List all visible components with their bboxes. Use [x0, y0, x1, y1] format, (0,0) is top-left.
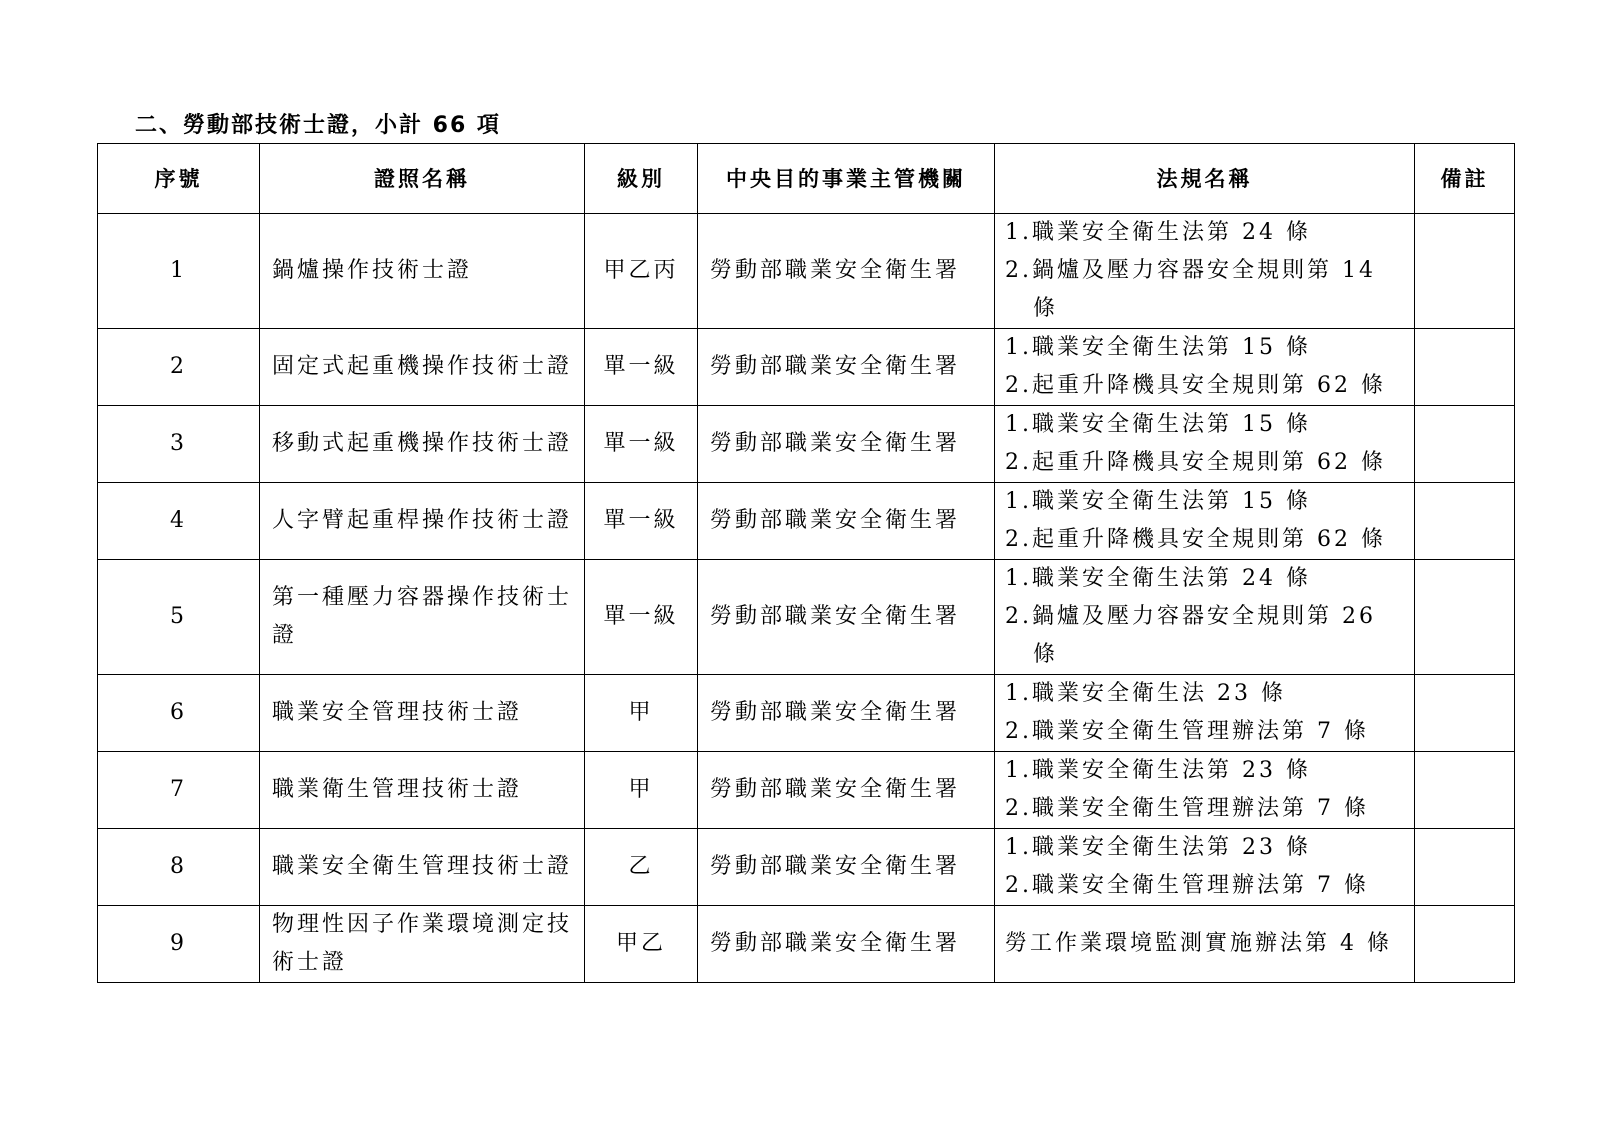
- cell-note: [1415, 906, 1515, 983]
- header-cert-name: 證照名稱: [260, 144, 585, 214]
- cell-level: 甲乙丙: [585, 214, 698, 329]
- cell-level: 乙: [585, 829, 698, 906]
- table-row: [98, 329, 1515, 406]
- cell-cert-name: 固定式起重機操作技術士證: [260, 329, 585, 406]
- cell-law: 1.職業安全衛生法第 24 條 2.鍋爐及壓力容器安全規則第 14 條: [995, 214, 1415, 329]
- cell-level: 單一級: [585, 560, 698, 675]
- cell-level: 單一級: [585, 483, 698, 560]
- cell-law: 1.職業安全衛生法第 15 條 2.起重升降機具安全規則第 62 條: [995, 483, 1415, 560]
- table-row: [98, 483, 1515, 560]
- cell-serial: 1: [98, 214, 260, 329]
- cell-note: [1415, 214, 1515, 329]
- cell-note: [1415, 406, 1515, 483]
- table-row: [98, 829, 1515, 906]
- cell-cert-name: 移動式起重機操作技術士證: [260, 406, 585, 483]
- cell-cert-name: 第一種壓力容器操作技術士證: [260, 560, 585, 675]
- cell-serial: 6: [98, 675, 260, 752]
- cell-agency: 勞動部職業安全衛生署: [698, 829, 995, 906]
- table-row: [98, 752, 1515, 829]
- cell-cert-name: 職業安全管理技術士證: [260, 675, 585, 752]
- cell-agency: 勞動部職業安全衛生署: [698, 483, 995, 560]
- cell-law: 1.職業安全衛生法第 15 條 2.起重升降機具安全規則第 62 條: [995, 329, 1415, 406]
- cell-agency: 勞動部職業安全衛生署: [698, 406, 995, 483]
- cell-agency: 勞動部職業安全衛生署: [698, 752, 995, 829]
- cell-cert-name: 物理性因子作業環境測定技術士證: [260, 906, 585, 983]
- cell-level: 單一級: [585, 406, 698, 483]
- cell-note: [1415, 829, 1515, 906]
- cell-serial: 2: [98, 329, 260, 406]
- cell-serial: 3: [98, 406, 260, 483]
- cell-serial: 7: [98, 752, 260, 829]
- header-level: 級別: [585, 144, 698, 214]
- cell-agency: 勞動部職業安全衛生署: [698, 906, 995, 983]
- header-note: 備註: [1415, 144, 1515, 214]
- cell-level: 單一級: [585, 329, 698, 406]
- cell-level: 甲: [585, 675, 698, 752]
- cell-note: [1415, 329, 1515, 406]
- cell-cert-name: 鍋爐操作技術士證: [260, 214, 585, 329]
- cell-law: 1.職業安全衛生法第 24 條 2.鍋爐及壓力容器安全規則第 26 條: [995, 560, 1415, 675]
- cell-cert-name: 職業安全衛生管理技術士證: [260, 829, 585, 906]
- cell-serial: 5: [98, 560, 260, 675]
- cell-serial: 9: [98, 906, 260, 983]
- table-header-row: [98, 144, 1515, 214]
- table-row: [98, 214, 1515, 329]
- cell-law: 1.職業安全衛生法第 23 條 2.職業安全衛生管理辦法第 7 條: [995, 829, 1415, 906]
- cell-note: [1415, 483, 1515, 560]
- cell-law: 勞工作業環境監測實施辦法第 4 條: [995, 906, 1415, 983]
- cell-level: 甲: [585, 752, 698, 829]
- header-agency: 中央目的事業主管機關: [698, 144, 995, 214]
- cell-cert-name: 人字臂起重桿操作技術士證: [260, 483, 585, 560]
- cell-serial: 4: [98, 483, 260, 560]
- cell-serial: 8: [98, 829, 260, 906]
- header-law: 法規名稱: [995, 144, 1415, 214]
- cell-agency: 勞動部職業安全衛生署: [698, 560, 995, 675]
- cell-agency: 勞動部職業安全衛生署: [698, 214, 995, 329]
- cell-law: 1.職業安全衛生法第 15 條 2.起重升降機具安全規則第 62 條: [995, 406, 1415, 483]
- cell-level: 甲乙: [585, 906, 698, 983]
- section-title: 二、勞動部技術士證，小計 66 項: [135, 113, 501, 138]
- cell-law: 1.職業安全衛生法 23 條 2.職業安全衛生管理辦法第 7 條: [995, 675, 1415, 752]
- cell-note: [1415, 752, 1515, 829]
- cell-note: [1415, 675, 1515, 752]
- cell-note: [1415, 560, 1515, 675]
- table-row: [98, 406, 1515, 483]
- cell-agency: 勞動部職業安全衛生署: [698, 675, 995, 752]
- cell-agency: 勞動部職業安全衛生署: [698, 329, 995, 406]
- table-row: [98, 675, 1515, 752]
- cell-law: 1.職業安全衛生法第 23 條 2.職業安全衛生管理辦法第 7 條: [995, 752, 1415, 829]
- table-row: [98, 560, 1515, 675]
- cell-cert-name: 職業衛生管理技術士證: [260, 752, 585, 829]
- header-serial: 序號: [98, 144, 260, 214]
- table-row: [98, 906, 1515, 983]
- certificate-table: [97, 143, 1515, 983]
